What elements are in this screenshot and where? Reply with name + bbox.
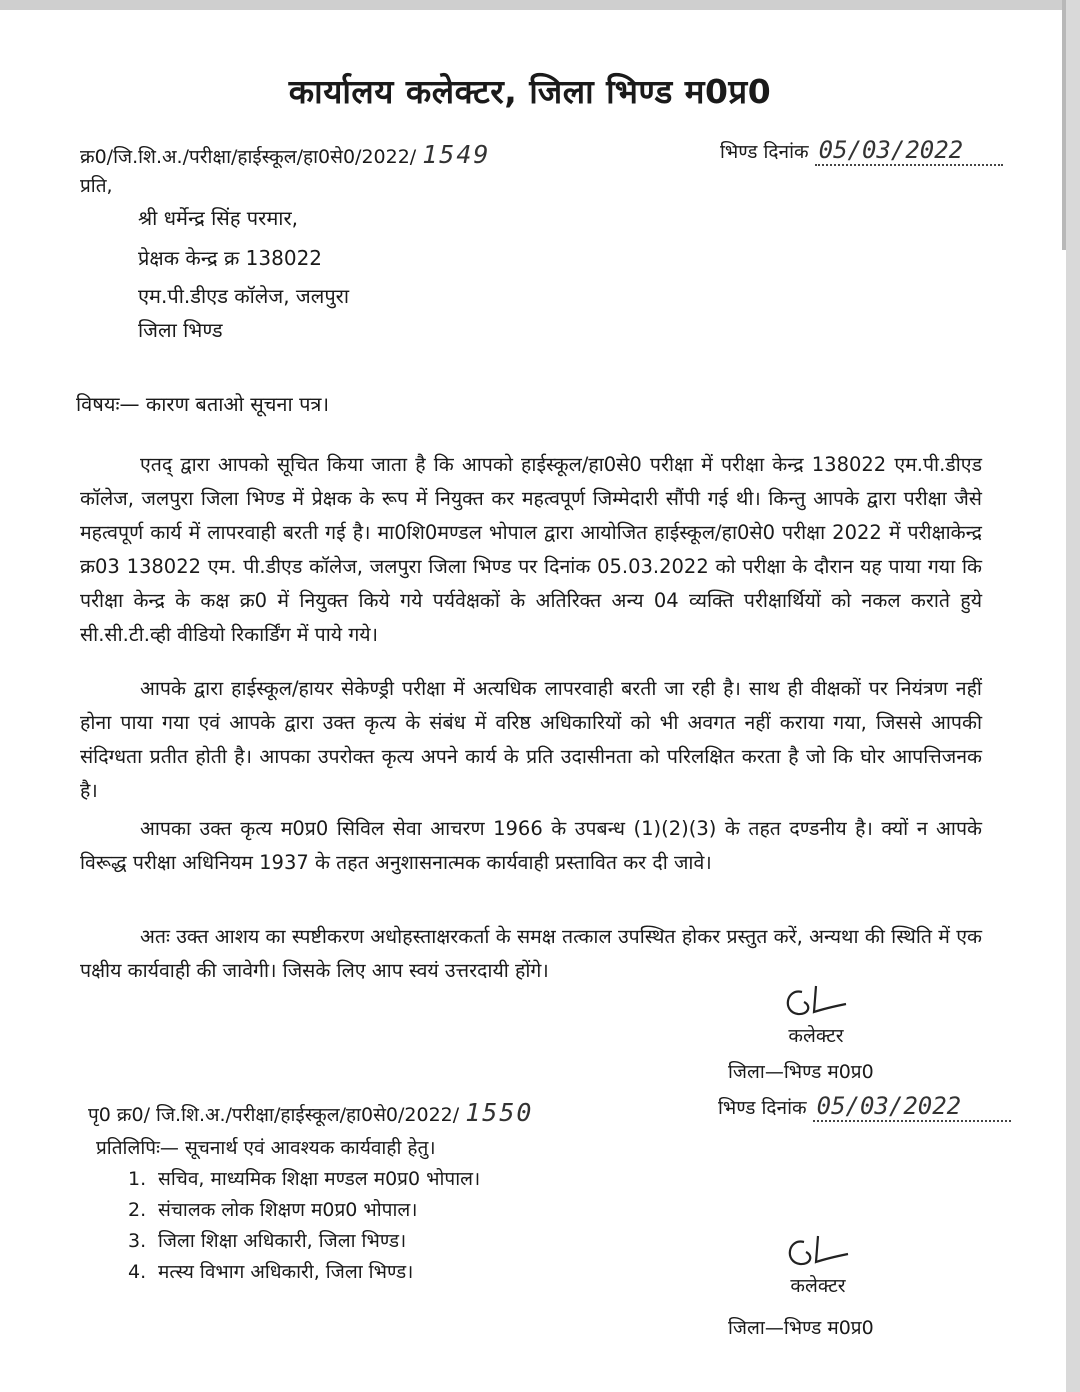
endorsement-number: [88, 1098, 533, 1127]
office-title: कार्यालय कलेक्टर, जिला भिण्ड म0प्र0: [288, 72, 772, 111]
list-item: 4. मत्स्य विभाग अधिकारी, जिला भिण्ड।: [128, 1261, 414, 1283]
signature-office: जिला—भिण्ड म0प्र0: [728, 1317, 874, 1339]
letter-date: [720, 136, 1003, 166]
list-item: 2. संचालक लोक शिक्षण म0प्र0 भोपाल।: [128, 1199, 418, 1221]
subject-line: विषयः— कारण बताओ सूचना पत्र।: [76, 392, 330, 416]
copy-list: [128, 1164, 480, 1288]
recipient-line-2: प्रेक्षक केन्द्र क्र 138022: [138, 246, 323, 270]
body-paragraph-2: आपके द्वारा हाईस्कूल/हायर सेकेण्ड्री परीक्षा में अत्यधिक लापरवाही बरती जा रही है। साथ ही वीक्षकों पर नियंत्रण नहीं होना पाया गया एवं आपके द्वारा उक्त कृत्य के संबंध में वरिष्ठ अधिकारियों को भी अवगत नहीं कराया गया, जिससे आपकी संदिग्धता प्रतीत होती है। आपका उपरोक्त कृत्य अपने कार्य के प्रति उदासीनता को परिलक्षित करता है जो कि घोर आपत्तिजनक है।: [80, 677, 982, 802]
date-label: भिण्ड दिनांक: [720, 141, 809, 163]
scan-edge-right: [1066, 0, 1080, 1392]
list-item: 3. जिला शिक्षा अधिकारी, जिला भिण्ड।: [128, 1230, 407, 1252]
signature-mark: [718, 1232, 918, 1272]
prati-label: प्रति,: [80, 175, 113, 197]
list-item: 1. सचिव, माध्यमिक शिक्षा मण्डल म0प्र0 भोपाल।: [128, 1168, 481, 1190]
signature-office: जिला—भिण्ड म0प्र0: [728, 1061, 874, 1083]
reference-prefix: क्र0/जि.शि.अ./परीक्षा/हाईस्कूल/हा0से0/2022/: [80, 146, 417, 168]
copy-heading: प्रतिलिपिः— सूचनार्थ एवं आवश्यक कार्यवाही हेतु।: [96, 1137, 436, 1159]
recipient-name: श्री धर्मेन्द्र सिंह परमार,: [138, 206, 299, 230]
date-handwritten: 05/03/2022: [815, 136, 1003, 166]
reference-handwritten-number: 1549: [422, 140, 491, 169]
body-paragraph-4: अतः उक्त आशय का स्पष्टीकरण अधोहस्ताक्षरकर्ता के समक्ष तत्काल उपस्थित होकर प्रस्तुत करें, अन्यथा की स्थिति में एक पक्षीय कार्यवाही की जावेगी। जिसके लिए आप स्वयं उत्तरदायी होंगे।: [80, 925, 982, 982]
recipient-line-3: एम.पी.डीएड कॉलेज, जलपुरा: [138, 284, 350, 308]
reference-number: [80, 140, 490, 169]
body-paragraph-3: आपका उक्त कृत्य म0प्र0 सिविल सेवा आचरण 1966 के उपबन्ध (1)(2)(3) के तहत दण्डनीय है। क्यों न आपके विरूद्ध परीक्षा अधिनियम 1937 के तहत अनुशासनात्मक कार्यवाही प्रस्तावित कर दी जावे।: [80, 817, 982, 874]
endorsement-date-handwritten: 05/03/2022: [813, 1092, 1011, 1122]
signature-designation: कलेक्टर: [788, 1025, 844, 1047]
endorsement-handwritten-number: 1550: [465, 1098, 534, 1127]
endorsement-prefix: पृ0 क्र0/ जि.शि.अ./परीक्षा/हाईस्कूल/हा0से0/2022/: [88, 1104, 460, 1126]
signature-designation: कलेक्टर: [790, 1275, 846, 1297]
scan-edge-shadow: [1062, 0, 1066, 250]
recipient-line-4: जिला भिण्ड: [138, 318, 223, 342]
body-paragraph-1: एतद् द्वारा आपको सूचित किया जाता है कि आपको हाईस्कूल/हा0से0 परीक्षा में परीक्षा केन्द्र 138022 एम.पी.डीएड कॉलेज, जलपुरा जिला भिण्ड में प्रेक्षक के रूप में नियुक्त कर महत्वपूर्ण जिम्मेदारी सौंपी गई थी। किन्तु आपके द्वारा परीक्षा जैसे महत्वपूर्ण कार्य में लापरवाही बरती गई है। मा0शि0मण्डल भोपाल द्वारा आयोजित हाईस्कूल/हा0से0 परीक्षा 2022 में परीक्षाकेन्द्र क्र03 138022 एम. पी.डीएड कॉलेज, जलपुरा जिला भिण्ड पर दिनांक 05.03.2022 को परीक्षा के दौरान यह पाया गया कि परीक्षा केन्द्र के कक्ष क्र0 में नियुक्त किये गये पर्यवेक्षकों के अतिरिक्त अन्य 04 व्यक्ति परीक्षार्थियों को नकल कराते हुये सी.सी.टी.व्ही वीडियो रिकार्डिंग में पाये गये।: [80, 453, 982, 646]
signature-block-2: [718, 1232, 918, 1298]
signature-mark: [716, 982, 916, 1022]
signature-block-1: [716, 982, 916, 1048]
endorsement-date-label: भिण्ड दिनांक: [718, 1097, 807, 1119]
endorsement-date: [718, 1092, 1011, 1122]
